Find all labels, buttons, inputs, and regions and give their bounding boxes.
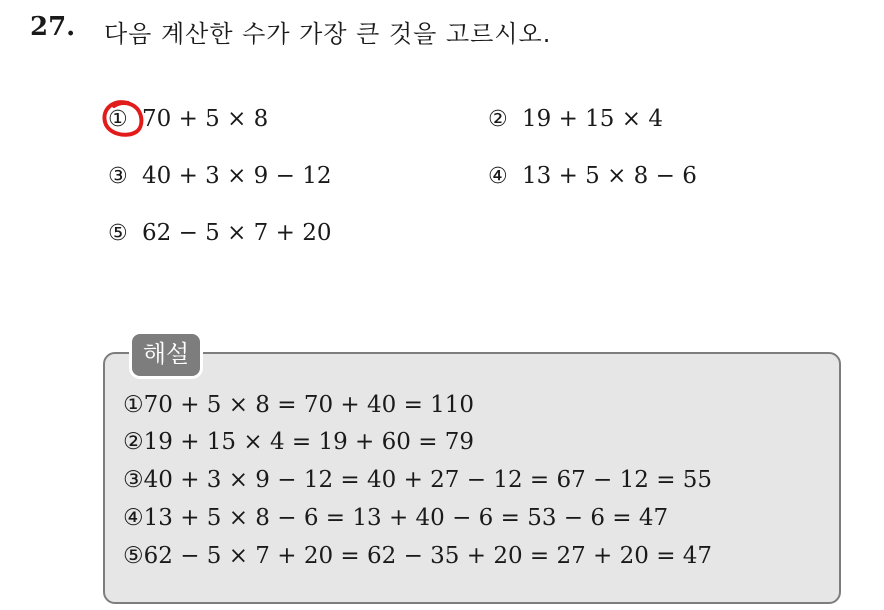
choice-expression: 62 − 5 × 7 + 20: [142, 220, 332, 246]
choice-number: ⑤: [108, 221, 128, 246]
solution-line-5: ⑤62 − 5 × 7 + 20 = 62 − 35 + 20 = 27 + 20 = 47: [123, 543, 713, 569]
solution-label: 해설: [129, 331, 203, 379]
choice-3[interactable]: [108, 163, 331, 189]
choice-expression: 13 + 5 × 8 − 6: [522, 163, 697, 189]
choice-4[interactable]: [488, 163, 697, 189]
choice-5[interactable]: [108, 220, 331, 246]
choice-number: ②: [488, 107, 508, 132]
choice-number: ③: [108, 164, 128, 189]
question-number: 27.: [30, 12, 76, 42]
choice-expression: 19 + 15 × 4: [522, 106, 663, 132]
solution-line-3: ③40 + 3 × 9 − 12 = 40 + 27 − 12 = 67 − 12 = 55: [123, 467, 713, 493]
choice-number: ①: [108, 107, 128, 132]
choice-expression: 70 + 5 × 8: [142, 106, 269, 132]
choice-expression: 40 + 3 × 9 − 12: [142, 163, 332, 189]
solution-line-1: ①70 + 5 × 8 = 70 + 40 = 110: [123, 392, 475, 418]
solution-line-4: ④13 + 5 × 8 − 6 = 13 + 40 − 6 = 53 − 6 = 47: [123, 505, 669, 531]
choice-1[interactable]: [108, 106, 268, 132]
choice-2[interactable]: [488, 106, 663, 132]
question-text: 다음 계산한 수가 가장 큰 것을 고르시오.: [104, 20, 552, 48]
choice-number: ④: [488, 164, 508, 189]
solution-line-2: ②19 + 15 × 4 = 19 + 60 = 79: [123, 429, 475, 455]
